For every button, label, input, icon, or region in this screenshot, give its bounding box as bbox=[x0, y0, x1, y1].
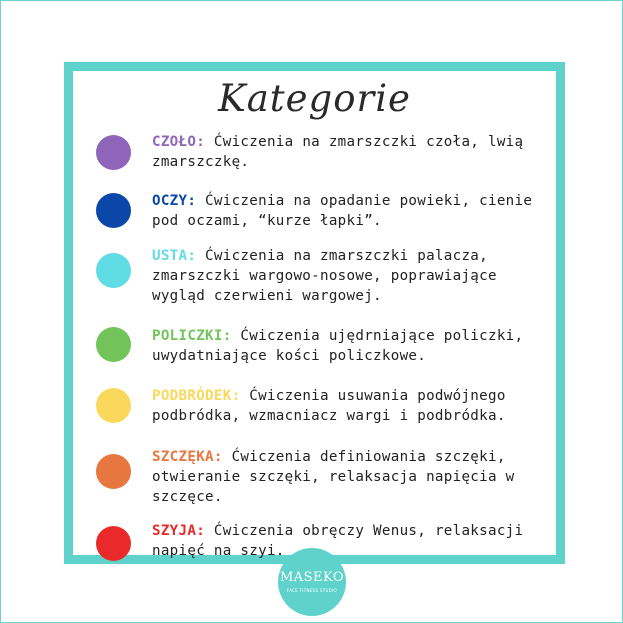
category-text bbox=[152, 132, 552, 172]
color-dot bbox=[96, 388, 131, 423]
category-description: Ćwiczenia na opadanie powieki, cienie pod oczami, “kurze łapki”. bbox=[152, 193, 533, 229]
category-text bbox=[152, 246, 552, 306]
logo-name: MASEKO bbox=[279, 570, 345, 585]
category-description: Ćwiczenia ujędrniające policzki, uwydatniające kości policzkowe. bbox=[152, 328, 524, 364]
category-description: Ćwiczenia usuwania podwójnego podbródka, wzmacniacz wargi i podbródka. bbox=[152, 388, 506, 424]
logo-subtitle: FACE FITNESS STUDIO bbox=[286, 588, 337, 593]
page-title: Kategorie bbox=[218, 77, 411, 120]
category-description: Ćwiczenia na zmarszczki palacza, zmarszczki wargowo-nosowe, poprawiające wygląd czerwieni wargowej. bbox=[152, 248, 497, 304]
category-description: Ćwiczenia obręczy Wenus, relaksacji napięć na szyi. bbox=[152, 523, 524, 559]
categories-panel bbox=[64, 62, 565, 564]
color-dot bbox=[96, 193, 131, 228]
category-text bbox=[152, 191, 552, 231]
category-text bbox=[152, 447, 552, 507]
category-name: SZCZĘKA: bbox=[152, 449, 223, 465]
category-text bbox=[152, 326, 552, 366]
category-description: Ćwiczenia definiowania szczęki, otwieranie szczęki, relaksacja napięcia w szczęce. bbox=[152, 449, 515, 505]
color-dot bbox=[96, 135, 131, 170]
color-dot bbox=[96, 327, 131, 362]
category-name: USTA: bbox=[152, 248, 197, 264]
color-dot bbox=[96, 253, 131, 288]
category-name: PODBRÓDEK: bbox=[152, 388, 241, 404]
color-dot bbox=[96, 526, 131, 561]
category-name: SZYJA: bbox=[152, 523, 206, 539]
category-description: Ćwiczenia na zmarszczki czoła, lwią zmarszczkę. bbox=[152, 134, 524, 170]
color-dot bbox=[96, 454, 131, 489]
category-name: POLICZKI: bbox=[152, 328, 232, 344]
category-text bbox=[152, 521, 552, 561]
category-text bbox=[152, 386, 552, 426]
category-name: CZOŁO: bbox=[152, 134, 206, 150]
maseko-logo bbox=[278, 548, 346, 616]
category-name: OCZY: bbox=[152, 193, 197, 209]
